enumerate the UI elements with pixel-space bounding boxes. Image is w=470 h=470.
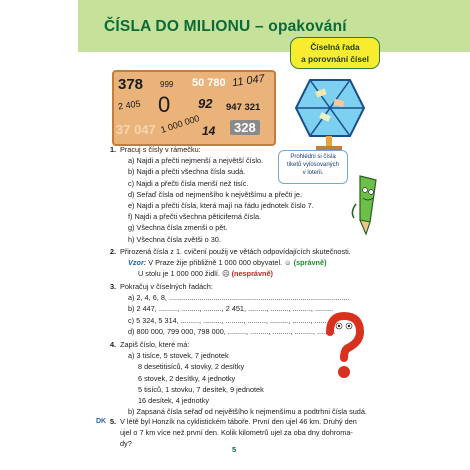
number-50780: 50 780 (192, 77, 226, 89)
pencil-character-illustration (348, 170, 388, 240)
chapter-title (104, 18, 347, 36)
task-4-item-a3: 6 stovek, 2 desítky, 4 jednotky (138, 373, 236, 383)
chapter-title-main: ČÍSLA DO MILIONU (104, 18, 251, 35)
number-2405: 2 405 (117, 98, 142, 112)
task-2-example-2: U stolu je 1 000 000 židlí. ☹ (138, 269, 230, 279)
task-5-line-1: V létě byl Honzík na cyklistickém táboře. První den ujel 46 km. Druhý den (120, 417, 357, 426)
chapter-header (78, 0, 470, 52)
task-3-item-c: c) 5 324, 5 314, ........., ........., ........., ........., ........., ........., ......... (128, 315, 333, 325)
topic-badge (290, 37, 380, 69)
task-5-dk-label: DK (96, 418, 107, 425)
number-947321: 947 321 (226, 102, 261, 113)
numbers-box (112, 70, 276, 146)
number-37047: 37 047 (116, 122, 156, 137)
task-2-instruction: Přirozená čísla z 1. cvičení použij ve větách odpovídajících skutečnosti. (120, 247, 351, 256)
left-margin (0, 0, 78, 470)
task-4-item-a2: 8 desetitisíců, 4 stovky, 2 desítky (138, 362, 245, 372)
task-5-line-2: ujel o 7 km více než první den. Kolik kilometrů ujel za oba dny dohroma- (120, 428, 353, 438)
task-2-number: 2. (110, 247, 117, 256)
task-1-item-b: b) Najdi a přečti všechna čísla sudá. (128, 167, 246, 177)
number-11047: 11 047 (231, 72, 266, 90)
task-3-number: 3. (110, 282, 117, 291)
question-mark-illustration (320, 312, 366, 384)
tooltip-line-2: tiketů vylosovaných (286, 162, 340, 168)
task-4-item-a4: 5 tisíců, 1 stovku, 7 desítek, 9 jednotek (138, 384, 264, 394)
task-1-item-e: e) Najdi a přečti čísla, která mají na řádu jednotek číslo 7. (128, 201, 314, 211)
number-999: 999 (160, 80, 174, 89)
task-1-item-d: d) Seřaď čísla od nejmenšího k největšímu a přečti je. (128, 189, 303, 199)
number-1000000: 1 000 000 (159, 113, 201, 135)
number-0: 0 (158, 92, 171, 117)
task-4-number: 4. (110, 340, 117, 349)
number-92: 92 (198, 96, 213, 111)
lottery-drum-illustration (290, 72, 368, 152)
task-1-title: Pracuj s čísly v rámečku: (120, 145, 201, 154)
task-1-number: 1. (110, 145, 117, 154)
task-4-item-b: b) Zapsaná čísla seřaď od největšího k nejmenšímu a podtrhni čísla sudá. (128, 407, 367, 417)
task-3-item-b: b) 2 447, ........., ........., ........., 2 451, ........., ........., ........., ......... (128, 304, 334, 314)
task-1-item-h: h) Všechna čísla zvětši o 30. (128, 234, 221, 244)
task-5-number: 5. (110, 417, 117, 426)
task-3-title: Pokračuj v číselných řadách: (120, 282, 213, 291)
task-3-item-d: d) 800 000, 799 000, 798 000, ........., ........., ........., ........., ......... (128, 326, 336, 336)
number-378: 378 (118, 76, 144, 93)
task-3-item-a: a) 2, 4, 6, 8, ......................................................................................... (128, 293, 350, 303)
badge-line-2: a porovnání čísel (301, 54, 369, 64)
tooltip-line-1: Prohlédni si čísla (290, 154, 336, 160)
task-1-item-a: a) Najdi a přečti nejmenší a největší číslo. (128, 156, 264, 166)
task-1-item-g: g) Všechna čísla zmenši o pět. (128, 223, 228, 233)
task-4-item-a5: 16 desítek, 4 jednotky (138, 396, 209, 406)
task-1-item-c: c) Najdi a přečti čísla menší než tisíc. (128, 178, 249, 188)
chapter-title-subtitle: – opakování (254, 18, 347, 35)
tooltip-line-3: v loterii. (302, 170, 324, 176)
task-2-example-1: V Praze žije přibližně 1 000 000 obyvatel. ☺ (148, 258, 292, 268)
number-14: 14 (202, 124, 216, 138)
badge-line-1: Číselná řada (310, 42, 360, 52)
task-2-wrong-label: (nesprávně) (231, 269, 273, 279)
task-4-title: Zapiš číslo, které má: (120, 340, 190, 349)
task-2-correct-label: (správně) (293, 258, 327, 268)
task-1-item-f: f) Najdi a přečti všechna pěticiferná čísla. (128, 212, 262, 222)
page-number: 5 (232, 445, 237, 454)
number-328: 328 (230, 120, 260, 135)
task-2-example-label: Vzor: (128, 258, 147, 268)
task-4-item-a: a) 3 tisíce, 5 stovek, 7 jednotek (128, 351, 229, 361)
task-5-line-3: dy? (120, 439, 132, 449)
